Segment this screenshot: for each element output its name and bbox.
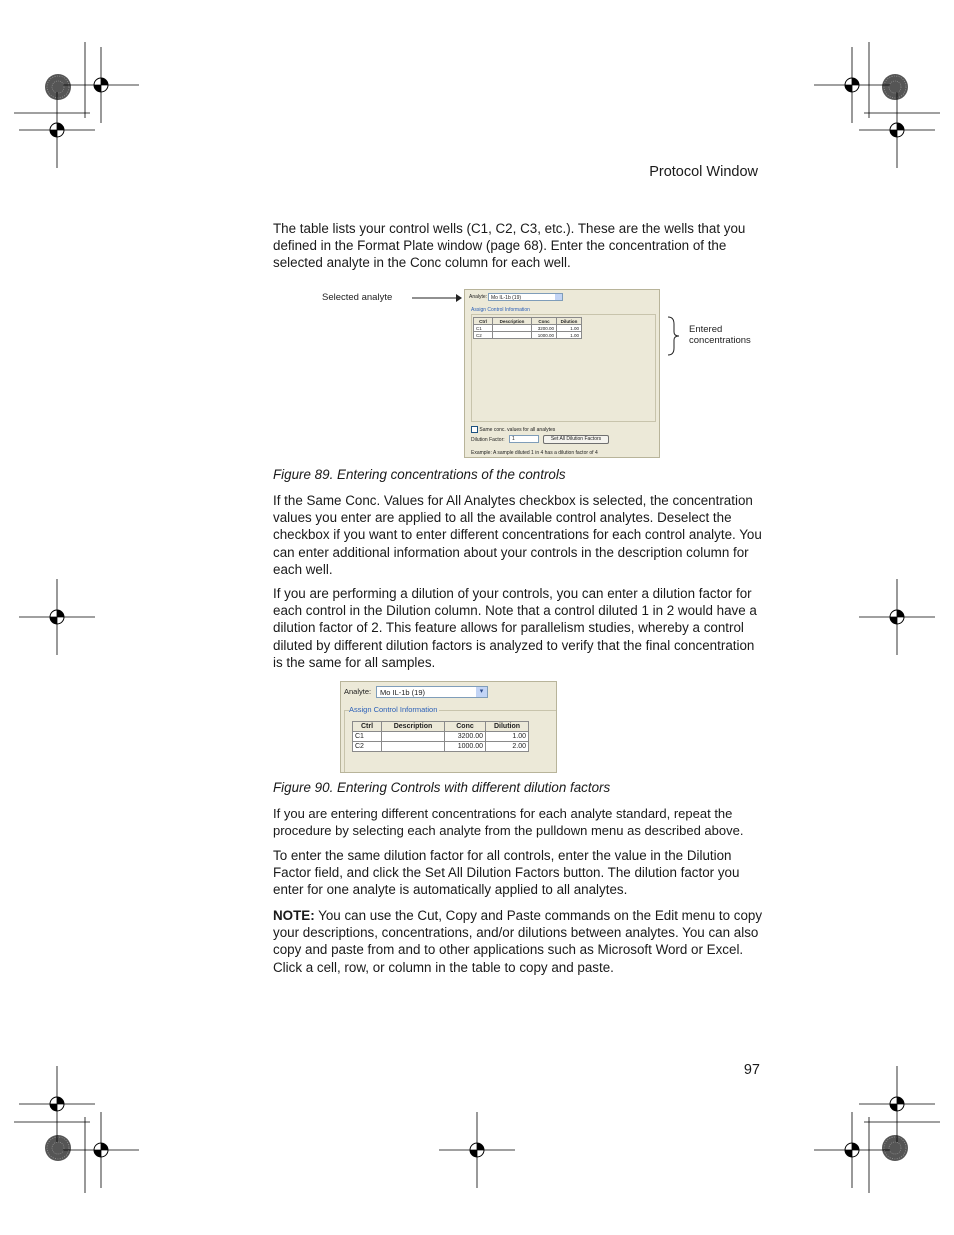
column-header-dilution[interactable]: Dilution [486, 722, 529, 732]
column-header-conc[interactable]: Conc [532, 318, 557, 325]
figure-90-screenshot [340, 681, 557, 773]
group-label: Assign Control Information [349, 705, 438, 714]
column-header-dilution[interactable]: Dilution [557, 318, 582, 325]
table-row[interactable]: C1 3200.00 1.00 [474, 325, 582, 332]
column-header-ctrl[interactable]: Ctrl [353, 722, 382, 732]
paragraph-2: If the Same Conc. Values for All Analytes checkbox is selected, the concentration values you enter are applied to all the available control analytes. Deselect the checkbox if you want to enter different concentrations for each control analyte. You can enter additional information about your controls in the description column for each well. [273, 493, 762, 577]
figure-89-screenshot [464, 289, 660, 458]
callout-arrow [412, 292, 462, 304]
dilution-factor-label: Dilution Factor: [471, 437, 505, 443]
column-header-description[interactable]: Description [382, 722, 445, 732]
note-paragraph [273, 907, 763, 976]
checkbox-checked-icon[interactable] [471, 426, 478, 433]
control-table[interactable] [352, 721, 529, 752]
callout-brace [666, 316, 682, 356]
paragraph-5: To enter the same dilution factor for all controls, enter the value in the Dilution Factor field, and click the Set All Dilution Factors button. The dilution factor you enter for one analyte is automatically applied to all analytes. [273, 848, 740, 898]
callout-entered-concentrations: Entered concentrations [689, 324, 751, 346]
paragraph-4: If you are entering different concentrations for each analyte standard, repeat the procedure by selecting each analyte from the pulldown menu as described above. [273, 806, 744, 839]
column-header-conc[interactable]: Conc [445, 722, 486, 732]
same-conc-checkbox[interactable]: Same conc. values for all analytes [471, 426, 555, 433]
column-header-ctrl[interactable]: Ctrl [474, 318, 493, 325]
paragraph-1: The table lists your control wells (C1, C2, C3, etc.). These are the wells that you defined in the Format Plate window (page 68). Enter the concentration of the selected analyte in the Conc column for each well. [273, 221, 746, 271]
set-all-dilution-factors-button[interactable]: Set All Dilution Factors [543, 435, 609, 444]
note-label: NOTE: [273, 908, 315, 923]
group-label: Assign Control Information [471, 307, 530, 313]
figure-89-caption: Figure 89. Entering concentrations of the controls [273, 467, 566, 482]
analyte-select[interactable]: Mo IL-1b (19) ▾ [376, 686, 488, 698]
callout-selected-analyte: Selected analyte [322, 292, 393, 303]
analyte-label: Analyte: [344, 687, 372, 696]
paragraph-3: If you are performing a dilution of your controls, you can enter a dilution factor for each control in the Dilution column. Note that a control diluted 1 in 2 would have a dilution factor of 2. This feature allows for parallelism studies, whereby a control diluted by different dilution factors is analyzed to verify that the final concentration is the same for all samples. [273, 586, 757, 670]
example-text: Example: A sample diluted 1 in 4 has a dilution factor of 4 [471, 450, 598, 456]
table-row[interactable]: C1 3200.00 1.00 [353, 732, 529, 742]
control-table[interactable] [473, 317, 582, 339]
column-header-description[interactable]: Description [493, 318, 532, 325]
analyte-select[interactable]: Mo IL-1b (19) [488, 293, 563, 301]
figure-90-caption: Figure 90. Entering Controls with different dilution factors [273, 780, 611, 795]
chevron-down-icon[interactable]: ▾ [476, 687, 487, 697]
table-row[interactable]: C2 1000.00 2.00 [353, 742, 529, 752]
note-text: You can use the Cut, Copy and Paste commands on the Edit menu to copy your descriptions, concentrations, and/or dilutions between analytes. You can also copy and paste from and to other applications such as Microsoft Word or Excel. Click a cell, row, or column in the table to copy and paste. [273, 908, 763, 975]
running-head: Protocol Window [649, 164, 758, 180]
chevron-down-icon[interactable] [555, 294, 562, 300]
dilution-factor-input[interactable]: 1 [509, 435, 539, 443]
analyte-label: Analyte: [469, 294, 488, 300]
table-row[interactable]: C2 1000.00 1.00 [474, 332, 582, 339]
page-number: 97 [743, 1062, 760, 1078]
